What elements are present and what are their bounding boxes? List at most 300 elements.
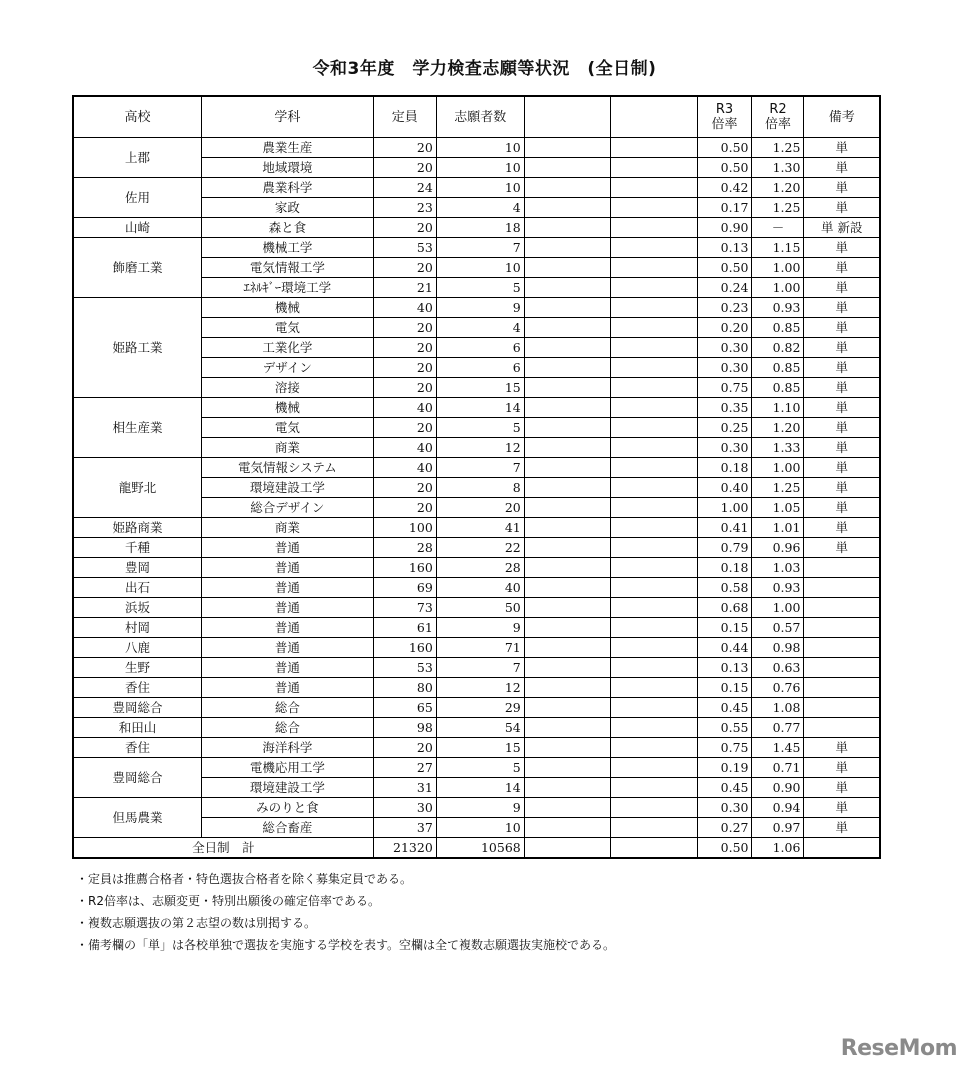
- capacity-value: 20: [373, 218, 436, 238]
- note-value: 単: [804, 418, 880, 438]
- applicants-value: 5: [436, 758, 524, 778]
- applicants-value: 71: [436, 638, 524, 658]
- dept-name: 普通: [201, 658, 373, 678]
- r3-rate-value: 0.15: [697, 618, 752, 638]
- applicants-value: 50: [436, 598, 524, 618]
- note-value: [804, 558, 880, 578]
- blank-cell: [524, 798, 610, 818]
- note-value: 単: [804, 138, 880, 158]
- header-r3-bottom: 倍率: [711, 117, 738, 132]
- note-value: 単: [804, 238, 880, 258]
- r3-rate-value: 0.75: [697, 378, 752, 398]
- note-value: 単: [804, 458, 880, 478]
- table-row: [73, 458, 880, 478]
- blank-cell: [524, 598, 610, 618]
- applicants-value: 10: [436, 258, 524, 278]
- table-row: [73, 798, 880, 818]
- blank-cell: [524, 178, 610, 198]
- blank-cell: [610, 198, 697, 218]
- blank-cell: [610, 718, 697, 738]
- blank-cell: [610, 478, 697, 498]
- total-row: [73, 838, 880, 859]
- note-value: 単: [804, 738, 880, 758]
- capacity-value: 20: [373, 498, 436, 518]
- applicants-value: 29: [436, 698, 524, 718]
- dept-name: 森と食: [201, 218, 373, 238]
- school-name: 和田山: [73, 718, 201, 738]
- blank-cell: [610, 258, 697, 278]
- blank-cell: [524, 438, 610, 458]
- blank-cell: [610, 518, 697, 538]
- note-value: 単: [804, 438, 880, 458]
- blank-cell: [610, 278, 697, 298]
- applicants-value: 41: [436, 518, 524, 538]
- r3-rate-value: 0.30: [697, 358, 752, 378]
- dept-name: 電気: [201, 418, 373, 438]
- capacity-value: 160: [373, 638, 436, 658]
- r3-rate-value: 0.20: [697, 318, 752, 338]
- capacity-value: 31: [373, 778, 436, 798]
- note-value: 単: [804, 158, 880, 178]
- blank-cell: [524, 398, 610, 418]
- blank-cell: [610, 558, 697, 578]
- capacity-value: 73: [373, 598, 436, 618]
- applicants-value: 7: [436, 238, 524, 258]
- dept-name: デザイン: [201, 358, 373, 378]
- capacity-value: 80: [373, 678, 436, 698]
- capacity-value: 100: [373, 518, 436, 538]
- blank-cell: [610, 358, 697, 378]
- note-value: 単: [804, 538, 880, 558]
- blank-cell: [610, 138, 697, 158]
- applicants-value: 5: [436, 278, 524, 298]
- r3-rate-value: 0.25: [697, 418, 752, 438]
- total-blank-2: [610, 838, 697, 859]
- note-value: 単: [804, 778, 880, 798]
- r2-rate-value: 0.93: [752, 578, 804, 598]
- note-value: [804, 598, 880, 618]
- r2-rate-value: 1.10: [752, 398, 804, 418]
- dept-name: 総合: [201, 698, 373, 718]
- note-value: 単: [804, 198, 880, 218]
- capacity-value: 65: [373, 698, 436, 718]
- applicants-value: 20: [436, 498, 524, 518]
- blank-cell: [524, 758, 610, 778]
- r3-rate-value: 0.24: [697, 278, 752, 298]
- r3-rate-value: 0.30: [697, 798, 752, 818]
- r3-rate-value: 0.13: [697, 658, 752, 678]
- r2-rate-value: 1.25: [752, 138, 804, 158]
- school-name: 相生産業: [73, 398, 201, 458]
- school-name: 山崎: [73, 218, 201, 238]
- school-name: 浜坂: [73, 598, 201, 618]
- capacity-value: 20: [373, 318, 436, 338]
- dept-name: 普通: [201, 558, 373, 578]
- note-value: [804, 678, 880, 698]
- blank-cell: [524, 738, 610, 758]
- dept-name: 環境建設工学: [201, 478, 373, 498]
- dept-name: 機械: [201, 298, 373, 318]
- blank-cell: [524, 718, 610, 738]
- r3-rate-value: 0.18: [697, 558, 752, 578]
- note-value: [804, 618, 880, 638]
- dept-name: 電気情報システム: [201, 458, 373, 478]
- applicants-value: 15: [436, 738, 524, 758]
- note-value: 単: [804, 518, 880, 538]
- table-row: [73, 518, 880, 538]
- applicants-value: 6: [436, 338, 524, 358]
- r3-rate-value: 0.45: [697, 698, 752, 718]
- applicants-value: 9: [436, 798, 524, 818]
- school-name: 龍野北: [73, 458, 201, 518]
- table-row: [73, 218, 880, 238]
- blank-cell: [610, 778, 697, 798]
- capacity-value: 27: [373, 758, 436, 778]
- dept-name: ｴﾈﾙｷﾞｰ環境工学: [201, 278, 373, 298]
- r3-rate-value: 0.42: [697, 178, 752, 198]
- dept-name: 普通: [201, 678, 373, 698]
- blank-cell: [524, 498, 610, 518]
- school-name: 姫路工業: [73, 298, 201, 398]
- r3-rate-value: 0.55: [697, 718, 752, 738]
- r2-rate-value: 1.00: [752, 258, 804, 278]
- capacity-value: 23: [373, 198, 436, 218]
- r3-rate-value: 0.18: [697, 458, 752, 478]
- table-row: [73, 398, 880, 418]
- blank-cell: [610, 638, 697, 658]
- blank-cell: [524, 678, 610, 698]
- dept-name: 農業生産: [201, 138, 373, 158]
- r2-rate-value: 1.30: [752, 158, 804, 178]
- school-name: 佐用: [73, 178, 201, 218]
- dept-name: 家政: [201, 198, 373, 218]
- dept-name: 溶接: [201, 378, 373, 398]
- total-r2-rate: 1.06: [752, 838, 804, 859]
- capacity-value: 40: [373, 438, 436, 458]
- total-note: [804, 838, 880, 859]
- r2-rate-value: 0.71: [752, 758, 804, 778]
- capacity-value: 160: [373, 558, 436, 578]
- header-r2-bottom: 倍率: [764, 117, 791, 132]
- applicants-value: 10: [436, 178, 524, 198]
- blank-cell: [610, 498, 697, 518]
- blank-cell: [524, 158, 610, 178]
- table-row: [73, 718, 880, 738]
- r3-rate-value: 0.15: [697, 678, 752, 698]
- dept-name: 総合デザイン: [201, 498, 373, 518]
- header-blank-2: [610, 96, 697, 138]
- note-value: 単: [804, 338, 880, 358]
- r3-rate-value: 0.50: [697, 138, 752, 158]
- r2-rate-value: 1.05: [752, 498, 804, 518]
- footnote: ・定員は推薦合格者・特色選抜合格者を除く募集定員である。: [76, 872, 413, 886]
- applicants-value: 7: [436, 658, 524, 678]
- blank-cell: [610, 378, 697, 398]
- r2-rate-value: 1.33: [752, 438, 804, 458]
- r2-rate-value: 1.20: [752, 178, 804, 198]
- applicants-value: 18: [436, 218, 524, 238]
- blank-cell: [524, 578, 610, 598]
- applicants-value: 14: [436, 778, 524, 798]
- applicants-value: 9: [436, 618, 524, 638]
- r2-rate-value: 1.25: [752, 478, 804, 498]
- dept-name: 総合畜産: [201, 818, 373, 838]
- total-r3-rate: 0.50: [697, 838, 752, 859]
- applicants-value: 7: [436, 458, 524, 478]
- blank-cell: [610, 678, 697, 698]
- r3-rate-value: 0.58: [697, 578, 752, 598]
- capacity-value: 20: [373, 358, 436, 378]
- r2-rate-value: 1.20: [752, 418, 804, 438]
- r2-rate-value: 1.15: [752, 238, 804, 258]
- header-applicants: 志願者数: [436, 96, 524, 138]
- blank-cell: [524, 778, 610, 798]
- r2-rate-value: －: [752, 218, 804, 238]
- blank-cell: [610, 698, 697, 718]
- blank-cell: [524, 518, 610, 538]
- table-row: [73, 738, 880, 758]
- capacity-value: 37: [373, 818, 436, 838]
- r2-rate-value: 0.85: [752, 378, 804, 398]
- school-name: 姫路商業: [73, 518, 201, 538]
- blank-cell: [524, 638, 610, 658]
- blank-cell: [524, 218, 610, 238]
- blank-cell: [610, 338, 697, 358]
- applicants-value: 14: [436, 398, 524, 418]
- dept-name: 商業: [201, 438, 373, 458]
- school-name: 上郡: [73, 138, 201, 178]
- dept-name: 地域環境: [201, 158, 373, 178]
- r2-rate-value: 0.76: [752, 678, 804, 698]
- blank-cell: [524, 278, 610, 298]
- r2-rate-value: 0.98: [752, 638, 804, 658]
- note-value: [804, 638, 880, 658]
- capacity-value: 20: [373, 138, 436, 158]
- blank-cell: [610, 238, 697, 258]
- blank-cell: [524, 618, 610, 638]
- dept-name: 環境建設工学: [201, 778, 373, 798]
- header-note: 備考: [804, 96, 880, 138]
- capacity-value: 40: [373, 398, 436, 418]
- dept-name: 普通: [201, 638, 373, 658]
- applicants-value: 40: [436, 578, 524, 598]
- note-value: 単: [804, 758, 880, 778]
- r2-rate-value: 0.96: [752, 538, 804, 558]
- r2-rate-value: 0.63: [752, 658, 804, 678]
- school-name: 八鹿: [73, 638, 201, 658]
- school-name: 生野: [73, 658, 201, 678]
- r2-rate-value: 0.57: [752, 618, 804, 638]
- blank-cell: [610, 598, 697, 618]
- school-name: 飾磨工業: [73, 238, 201, 298]
- note-value: 単: [804, 818, 880, 838]
- blank-cell: [610, 618, 697, 638]
- header-r2-top: R2: [769, 102, 787, 117]
- r3-rate-value: 0.30: [697, 338, 752, 358]
- note-value: 単 新設: [804, 218, 880, 238]
- r2-rate-value: 1.03: [752, 558, 804, 578]
- dept-name: 電気情報工学: [201, 258, 373, 278]
- note-value: 単: [804, 798, 880, 818]
- dept-name: 普通: [201, 618, 373, 638]
- dept-name: 農業科学: [201, 178, 373, 198]
- header-school: 高校: [73, 96, 201, 138]
- capacity-value: 28: [373, 538, 436, 558]
- r3-rate-value: 0.75: [697, 738, 752, 758]
- table-body: [73, 138, 880, 838]
- note-value: 単: [804, 258, 880, 278]
- applicants-value: 15: [436, 378, 524, 398]
- capacity-value: 20: [373, 338, 436, 358]
- applicants-value: 8: [436, 478, 524, 498]
- blank-cell: [610, 298, 697, 318]
- r2-rate-value: 0.97: [752, 818, 804, 838]
- table-row: [73, 538, 880, 558]
- applicants-value: 5: [436, 418, 524, 438]
- blank-cell: [610, 758, 697, 778]
- r2-rate-value: 1.08: [752, 698, 804, 718]
- total-capacity: 21320: [373, 838, 436, 859]
- total-blank-1: [524, 838, 610, 859]
- school-name: 千種: [73, 538, 201, 558]
- r3-rate-value: 0.45: [697, 778, 752, 798]
- blank-cell: [524, 298, 610, 318]
- blank-cell: [524, 818, 610, 838]
- blank-cell: [524, 358, 610, 378]
- school-name: 但馬農業: [73, 798, 201, 838]
- r3-rate-value: 0.17: [697, 198, 752, 218]
- dept-name: 普通: [201, 538, 373, 558]
- capacity-value: 24: [373, 178, 436, 198]
- blank-cell: [610, 738, 697, 758]
- table-row: [73, 298, 880, 318]
- footnote: ・備考欄の「単」は各校単独で選抜を実施する学校を表す。空欄は全て複数志願選抜実施校である。: [76, 938, 616, 952]
- blank-cell: [610, 658, 697, 678]
- capacity-value: 21: [373, 278, 436, 298]
- note-value: [804, 578, 880, 598]
- note-value: 単: [804, 358, 880, 378]
- capacity-value: 20: [373, 418, 436, 438]
- dept-name: 総合: [201, 718, 373, 738]
- r2-rate-value: 1.01: [752, 518, 804, 538]
- r2-rate-value: 0.94: [752, 798, 804, 818]
- dept-name: 商業: [201, 518, 373, 538]
- dept-name: 電機応用工学: [201, 758, 373, 778]
- header-dept: 学科: [201, 96, 373, 138]
- note-value: [804, 718, 880, 738]
- note-value: 単: [804, 278, 880, 298]
- applicants-value: 10: [436, 138, 524, 158]
- capacity-value: 61: [373, 618, 436, 638]
- r3-rate-value: 0.40: [697, 478, 752, 498]
- dept-name: みのりと食: [201, 798, 373, 818]
- table-row: [73, 758, 880, 778]
- blank-cell: [610, 438, 697, 458]
- r2-rate-value: 1.00: [752, 278, 804, 298]
- capacity-value: 20: [373, 378, 436, 398]
- r3-rate-value: 0.13: [697, 238, 752, 258]
- applicants-table: [72, 95, 881, 859]
- school-name: 豊岡総合: [73, 758, 201, 798]
- applicants-value: 9: [436, 298, 524, 318]
- header-r2-rate: [752, 96, 804, 138]
- resemom-logo: ReseMom: [840, 1036, 957, 1061]
- table-row: [73, 138, 880, 158]
- blank-cell: [524, 338, 610, 358]
- applicants-value: 54: [436, 718, 524, 738]
- dept-name: 普通: [201, 578, 373, 598]
- note-value: [804, 658, 880, 678]
- header-r3-top: R3: [715, 102, 734, 117]
- dept-name: 電気: [201, 318, 373, 338]
- r3-rate-value: 0.23: [697, 298, 752, 318]
- dept-name: 工業化学: [201, 338, 373, 358]
- capacity-value: 53: [373, 658, 436, 678]
- footnotes: [76, 868, 615, 956]
- applicants-value: 6: [436, 358, 524, 378]
- school-name: 出石: [73, 578, 201, 598]
- applicants-value: 12: [436, 678, 524, 698]
- dept-name: 機械: [201, 398, 373, 418]
- r2-rate-value: 1.25: [752, 198, 804, 218]
- applicants-value: 10: [436, 158, 524, 178]
- r3-rate-value: 0.27: [697, 818, 752, 838]
- blank-cell: [524, 658, 610, 678]
- total-applicants: 10568: [436, 838, 524, 859]
- r2-rate-value: 0.85: [752, 318, 804, 338]
- blank-cell: [610, 318, 697, 338]
- r3-rate-value: 0.35: [697, 398, 752, 418]
- capacity-value: 20: [373, 478, 436, 498]
- school-name: 村岡: [73, 618, 201, 638]
- blank-cell: [610, 818, 697, 838]
- blank-cell: [524, 378, 610, 398]
- r3-rate-value: 0.68: [697, 598, 752, 618]
- table-row: [73, 638, 880, 658]
- dept-name: 普通: [201, 598, 373, 618]
- blank-cell: [610, 158, 697, 178]
- blank-cell: [524, 418, 610, 438]
- blank-cell: [610, 798, 697, 818]
- note-value: [804, 698, 880, 718]
- note-value: 単: [804, 298, 880, 318]
- table-row: [73, 698, 880, 718]
- r2-rate-value: 1.00: [752, 458, 804, 478]
- table-row: [73, 678, 880, 698]
- school-name: 香住: [73, 738, 201, 758]
- header-r3-rate: [697, 96, 752, 138]
- r3-rate-value: 0.41: [697, 518, 752, 538]
- blank-cell: [610, 538, 697, 558]
- dept-name: 機械工学: [201, 238, 373, 258]
- capacity-value: 40: [373, 458, 436, 478]
- applicants-value: 4: [436, 318, 524, 338]
- blank-cell: [524, 198, 610, 218]
- r2-rate-value: 0.85: [752, 358, 804, 378]
- blank-cell: [610, 418, 697, 438]
- header-capacity: 定員: [373, 96, 436, 138]
- blank-cell: [524, 538, 610, 558]
- header-blank-1: [524, 96, 610, 138]
- r3-rate-value: 0.44: [697, 638, 752, 658]
- table-row: [73, 598, 880, 618]
- capacity-value: 98: [373, 718, 436, 738]
- blank-cell: [610, 458, 697, 478]
- capacity-value: 20: [373, 158, 436, 178]
- blank-cell: [610, 578, 697, 598]
- table-row: [73, 578, 880, 598]
- capacity-value: 20: [373, 738, 436, 758]
